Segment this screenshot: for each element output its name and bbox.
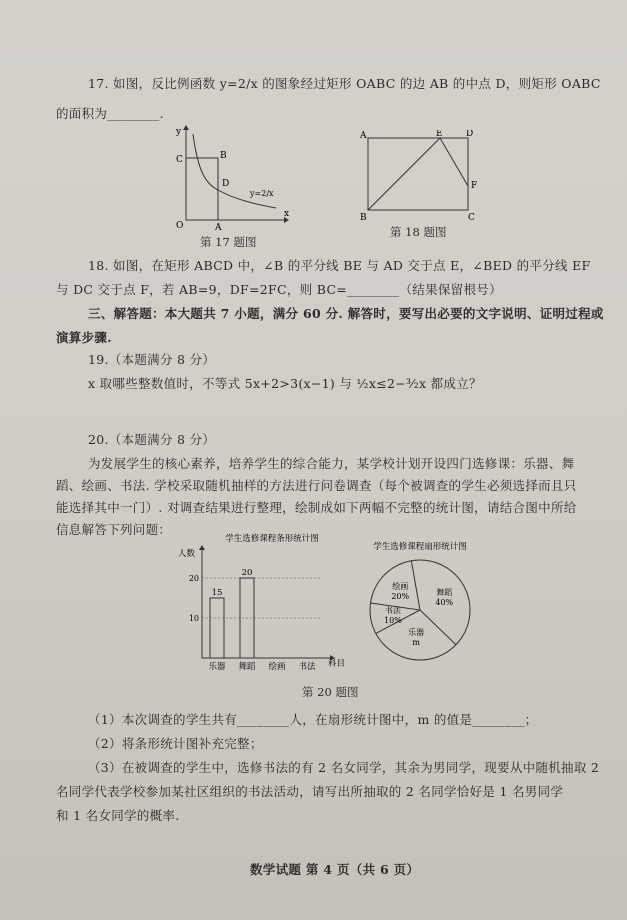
bar-chart-title: 学生选修课程条形统计图	[225, 534, 319, 544]
pie-slice-value: 40%	[435, 598, 454, 608]
bar-chart-ylabel: 人数	[178, 549, 196, 559]
bar-data-label: 20	[241, 568, 253, 578]
q17-label-o: O	[176, 221, 184, 231]
q18-line1: 18. 如图，在矩形 ABCD 中，∠B 的平分线 BE 与 AD 交于点 E，∠BED 的平分线 EF	[88, 258, 591, 273]
bar-chart-xlabel: 科目	[328, 659, 346, 669]
q20-q3a: （3）在被调查的学生中，选修书法的有 2 名女同学，其余为男同学，现要从中随机抽取 2	[88, 760, 600, 775]
q18-label-a: A	[360, 131, 367, 141]
q17-label-b: B	[220, 151, 227, 161]
q17-label-y: y	[176, 127, 182, 137]
pie-slice-label: 绘画	[392, 581, 409, 591]
pie-slice-label: 乐器	[408, 628, 425, 638]
section3-line2: 演算步骤.	[56, 330, 112, 345]
q17-label-c: C	[176, 155, 183, 165]
q20-p1: 为发展学生的核心素养，培养学生的综合能力，某学校计划开设四门选修课：乐器、舞	[88, 456, 575, 471]
bar-y-tick-label: 10	[188, 614, 199, 623]
q17-caption: 第 17 题图	[200, 235, 257, 249]
q20-q3c: 和 1 名女同学的概率.	[56, 808, 180, 823]
q17-figure	[168, 124, 290, 232]
q20-bar-chart	[172, 532, 362, 682]
bar-category-label: 舞蹈	[238, 662, 256, 672]
q19-head: 19.（本题满分 8 分）	[88, 352, 216, 367]
bar-y-axis-arrow	[199, 545, 205, 550]
pie-chart-title: 学生选修课程扇形统计图	[373, 542, 467, 552]
pie-slice-divider	[420, 610, 456, 645]
pie-slice-label: 书法	[384, 605, 401, 615]
section3-line1: 三、解答题：本大题共 7 小题，满分 60 分. 解答时，要写出必要的文字说明、证明过程或	[88, 306, 604, 321]
q20-p3: 能选择其中一门）. 对调查结果进行整理，绘制成如下两幅不完整的统计图，请结合图中所给	[56, 500, 577, 515]
q18-line2: 与 DC 交于点 F，若 AB=9，DF=2FC，则 BC=________（结果保留根号）	[56, 282, 502, 297]
pie-slice-divider	[411, 561, 420, 610]
q20-head: 20.（本题满分 8 分）	[88, 432, 216, 447]
q20-p4: 信息解答下列问题：	[56, 522, 172, 537]
q20-q2: （2）将条形统计图补充完整；	[88, 736, 263, 751]
q20-q3b: 名同学代表学校参加某社区组织的书法活动，请写出所抽取的 2 名同学恰好是 1 名男同学	[56, 784, 564, 799]
pie-slice-value: m	[412, 638, 420, 648]
q17-label-a: A	[215, 223, 222, 232]
q18-caption: 第 18 题图	[390, 225, 447, 239]
q20-p2: 蹈、绘画、书法. 学校采取随机抽样的方法进行问卷调查（每个被调查的学生必须选择而且只	[56, 478, 577, 493]
pie-slice-label: 舞蹈	[436, 588, 453, 598]
q18-label-d: D	[466, 130, 474, 139]
q19-body: x 取哪些整数值时，不等式 5x+2>3(x−1) 与 ½x≤2−³⁄₂x 都成立？	[88, 376, 482, 391]
pie-slice-value: 10%	[384, 615, 402, 625]
bar-category-label: 绘画	[268, 662, 286, 672]
bar-category-label: 书法	[298, 662, 316, 672]
q18-label-f: F	[471, 181, 478, 191]
q17-line1: 17. 如图，反比例函数 y=2/x 的图象经过矩形 OABC 的边 AB 的中点 D，则矩形 OABC	[88, 76, 601, 91]
q17-label-d: D	[222, 179, 230, 189]
q20-q1: （1）本次调查的学生共有________人，在扇形统计图中，m 的值是________；	[88, 712, 538, 727]
q18-figure	[358, 130, 480, 222]
q18-label-c: C	[468, 213, 475, 222]
q17-label-fn: y=2/x	[250, 189, 274, 198]
bar	[210, 598, 224, 658]
bar-data-label: 15	[211, 588, 223, 598]
q18-label-b: B	[360, 213, 367, 222]
page-footer: 数学试题 第 4 页（共 6 页）	[250, 862, 420, 877]
q18-label-e: E	[436, 130, 443, 139]
pie-slice-value: 20%	[391, 591, 410, 601]
q20-pie-chart	[348, 540, 508, 670]
q17-line2: 的面积为________.	[56, 106, 164, 121]
bar-y-tick-label: 20	[188, 574, 199, 583]
q17-label-x: x	[284, 209, 290, 219]
q20-caption: 第 20 题图	[302, 685, 359, 699]
bar-category-label: 乐器	[208, 662, 226, 672]
